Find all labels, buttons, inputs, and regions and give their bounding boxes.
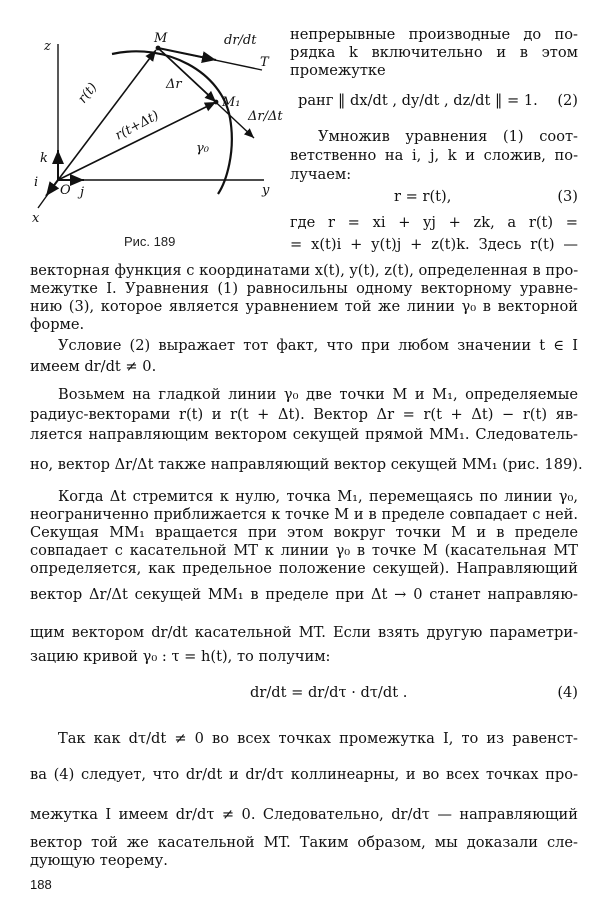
body-line: но, вектор Δr/Δt также направляющий вектор секущей MM₁ (рис. 189).	[30, 456, 583, 473]
label-delta-r: Δr	[166, 77, 182, 92]
body-line: Возьмем на гладкой линии γ₀ две точки M и M₁, определяемые	[58, 386, 578, 403]
label-M1: M₁	[222, 95, 241, 110]
body-line: щим вектором dr/dt касательной MT. Если взять другую параметри-	[30, 624, 578, 641]
body-line: имеем dr/dt ≠ 0.	[30, 358, 157, 375]
label-y: y	[262, 183, 270, 198]
body-line: векторная функция с координатами x(t), y(t), z(t), определенная в про-	[30, 262, 579, 279]
tail-line: ва (4) следует, что dr/dt и dr/dτ коллинеарны, и во всех точках про-	[30, 766, 578, 783]
right-text-line: промежутке	[290, 62, 386, 79]
body-line: ляется направляющим вектором секущей прямой MM₁. Следователь-	[30, 426, 578, 443]
body-line: вектор Δr/Δt секущей MM₁ в пределе при Δt → 0 станет направляю-	[30, 586, 578, 603]
delta-r-delta-t-vector	[158, 48, 254, 138]
right-text-line: рядка k включительно и в этом	[290, 44, 578, 61]
label-gamma0: γ₀	[196, 141, 209, 156]
label-x: x	[32, 211, 40, 226]
label-r-t-dt: r(t+Δt)	[112, 108, 162, 144]
label-O: O	[60, 183, 71, 198]
body-line: радиус-векторами r(t) и r(t + Δt). Вектор Δr = r(t + Δt) − r(t) яв-	[30, 406, 578, 423]
body-line: Условие (2) выражает тот факт, что при любом значении t ∈ I	[58, 337, 578, 354]
body-line: неограниченно приближается к точке M и в пределе совпадает с ней.	[30, 506, 578, 523]
dr-dt-vector	[158, 48, 216, 60]
equation-3: r = r(t),	[394, 188, 452, 205]
tail-line: Так как dτ/dt ≠ 0 во всех точках промежутка I, то из равенст-	[58, 730, 578, 747]
tail-line: дующую теорему.	[30, 852, 168, 869]
point-M1	[214, 100, 219, 105]
tail-line: межутка I имеем dr/dτ ≠ 0. Следовательно, dr/dτ — направляющий	[30, 806, 578, 823]
label-z: z	[44, 39, 51, 54]
where-line: где r = xi + yj + zk, а r(t) =	[290, 214, 578, 231]
radius-vector-r-t-dt	[58, 102, 216, 180]
right-text-line: ветственно на i, j, k и сложив, по-	[290, 147, 578, 164]
equation-4: dr/dt = dr/dτ · dτ/dt .	[250, 684, 408, 701]
label-delta-r-delta-t: Δr/Δt	[248, 109, 283, 124]
label-i: i	[34, 175, 39, 190]
right-text-line: Умножив уравнения (1) соот-	[318, 128, 578, 145]
page-number: 188	[30, 877, 52, 892]
where-line-2: = x(t)i + y(t)j + z(t)k. Здесь r(t) —	[290, 236, 578, 253]
vector-diagram	[26, 22, 288, 234]
label-M: M	[154, 31, 168, 46]
body-line: совпадает с касательной MT к линии γ₀ в точке M (касательная MT	[30, 542, 578, 559]
rank-equation: ранг ‖ dx/dt , dy/dt , dz/dt ‖ = 1.	[298, 92, 538, 109]
right-text-line: непрерывные производные до по-	[290, 26, 578, 43]
label-r-t: r(t)	[75, 80, 101, 107]
label-T: T	[260, 55, 269, 70]
equation-number-4: (4)	[557, 684, 578, 701]
body-line: форме.	[30, 316, 85, 333]
body-line: межутке I. Уравнения (1) равносильны одному векторному уравне-	[30, 280, 578, 297]
body-line: зацию кривой γ₀ : τ = h(t), то получим:	[30, 648, 331, 665]
body-line: нию (3), которое является уравнением той же линии γ₀ в векторной	[30, 298, 578, 315]
figure-caption: Рис. 189	[124, 234, 176, 249]
label-dr-dt: dr/dt	[224, 33, 257, 48]
equation-number-3: (3)	[557, 188, 578, 205]
tail-line: вектор той же касательной MT. Таким образом, мы доказали сле-	[30, 834, 578, 851]
body-line: Когда Δt стремится к нулю, точка M₁, перемещаясь по линии γ₀,	[58, 488, 578, 505]
label-k: k	[40, 151, 48, 166]
label-j: j	[80, 185, 85, 200]
i-vector	[46, 180, 58, 196]
right-text-line: лучаем:	[290, 166, 352, 183]
equation-number-2: (2)	[557, 92, 578, 109]
body-line: Секущая MM₁ вращается при этом вокруг точки M и в пределе	[30, 524, 578, 541]
figure-189	[26, 22, 288, 234]
body-line: определяется, как предельное положение секущей). Направляющий	[30, 560, 578, 577]
point-M	[156, 46, 161, 51]
